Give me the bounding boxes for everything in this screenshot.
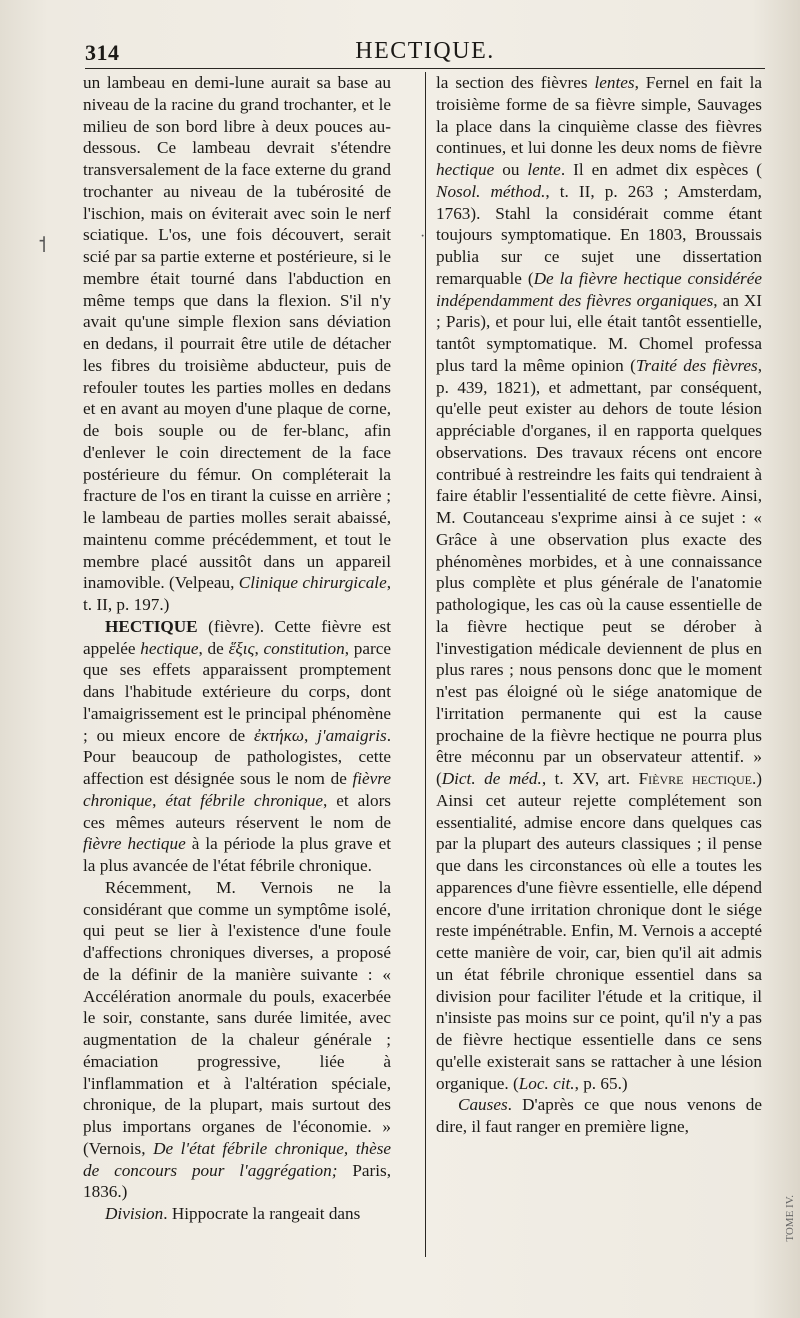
paragraph-division: Division. Hippocrate la rangeait dans xyxy=(105,1204,361,1223)
section-heading-causes: Causes xyxy=(458,1095,508,1115)
right-column xyxy=(436,72,762,1138)
paragraph-lambeau: un lambeau en demi-lune aurait sa base au niveau de la racine du grand trochanter, et le milieu de son bord libre à deux pouces au-dessous. Ce lambeau devrait s'étendre transversalement de la face externe du grand trochanter au niveau de la tubérosité de l'ischion, mais on éviterait avec soin le nerf sciatique. L'os, une fois découvert, serait scié par sa partie externe et postérieure, si le membre était tourné dans l'abduction en même temps que dans la flexion. S'il n'y avait qu'une simple flexion sans déviation en dedans, il pourrait être utile de détacher les fibres du troisième abducteur, puis de refouler toutes les parties molles en dedans et en avant au moyen d'une plaque de corne, de bois souple ou de fer-blanc, afin d'enlever le coin directement de la face postérieure du fémur. On compléterait la fracture de l'os en tirant la cuisse en arrière ; le lambeau de parties molles serait abaissé, maintenu comme précédemment, et tout le membre placé aussitôt dans un appareil inamovible. (Velpeau, Clinique chirurgicale, t. II, p. 197.) xyxy=(83,73,391,614)
paragraph-vernois: Récemment, M. Vernois ne la considérant que comme un symptôme isolé, qui peut se lier à l'existence d'une foule d'affections chroniques diverses, a proposé de la définir de la manière suivante : « Accélération anormale du pouls, exacerbée le soir, constante, sans durée limitée, avec augmentation de la chaleur générale ; émaciation progressive, liée à l'inflammation et à l'altération spéciale, chronique, de la plupart, mais surtout des plus importans organes de l'économie. » (Vernois, De l'état fébrile chronique, thèse de concours pour l'aggrégation; Paris, 1836.) xyxy=(83,877,392,1202)
section-heading-division: Division xyxy=(105,1204,164,1223)
page-number: 314 xyxy=(85,40,120,65)
column-rule xyxy=(425,72,426,1257)
entry-headword: HECTIQUE xyxy=(105,616,198,636)
page-header xyxy=(85,38,765,69)
left-column xyxy=(83,72,391,1225)
margin-mark: ˦ xyxy=(38,232,47,257)
gutter-mark: · xyxy=(420,228,426,245)
paragraph-causes: Causes. D'après ce que nous venons de dire, il faut ranger en première ligne, xyxy=(436,1095,762,1136)
running-head: HECTIQUE. xyxy=(355,38,495,64)
paragraph-hectique-definition: HECTIQUE (fièvre). Cette fièvre est appelée hectique, de ἕξις, constitution, parce que ses effets apparaissent promptement dans l'habitude extérieure du corps, dont l'amaigrissement est le principal phénomène ; ou mieux encore de ἐκτήκω, j'amaigris. Pour beaucoup de pathologistes, cette affection est désignée sous le nom de fièvre chronique, état fébrile chronique, et alors ces mêmes auteurs réservent le nom de fièvre hectique à la période la plus grave et la plus avancée de l'état fébrile chronique. xyxy=(83,616,391,875)
edge-note: TOME IV. xyxy=(784,1195,796,1242)
paragraph-historique: la section des fièvres lentes, Fernel en fait la troisième forme de sa fièvre simple, Sauvages la place dans la cinquième classe des fièvres continues, et lui donne les deux noms de fièvre hectique ou lente. Il en admet dix espèces ( Nosol. méthod., t. II, p. 263 ; Amsterdam, 1763). Stahl la considérait comme étant toujours symptomatique. En 1803, Broussais publia sur ce sujet une dissertation remarquable (De la fièvre hectique considérée indépendamment des fièvres organiques, an XI ; Paris), et pour lui, elle était tantôt essentielle, tantôt symptomatique. M. Chomel professa plus tard la même opinion (Traité des fièvres, p. 439, 1821), et admettant, par conséquent, qu'elle peut exister au dehors de toute lésion appréciable d'organes, il en rapporta quelques observations. Des travaux récens ont encore contribué à restreindre les faits qui tendraient à faire établir l'essentialité de cette fièvre. Ainsi, M. Coutanceau s'exprime ainsi à ce sujet : « Grâce à une observation plus exacte des phénomènes morbides, et à une connaissance plus complète et plus générale de l'anatomie pathologique, les cas où la cause essentielle de la fièvre hectique peut se dérober à l'investigation médicale deviennent de plus en plus rares ; nous pensons donc que le moment n'est pas éloigné où le siége anatomique de l'irritation permanente qui est la cause prochaine de la fièvre hectique ne pourra plus être méconnu par un observateur attentif. » (Dict. de méd., t. XV, art. Fièvre hectique.) Ainsi cet auteur rejette complétement son essentialité, admise encore dans quelques cas par la plupart des auteurs classiques ; il pense que dans les circonstances où elle a toutes les apparences d'une fièvre essentielle, elle dépend encore d'une irritation chronique dont le siége reste impénétrable. Enfin, M. Vernois a accepté cette manière de voir, car, bien qu'il ait admis un état fébrile chronique essentiel dans sa division pour faciliter l'étude et la critique, il n'insiste pas moins sur ce point, qu'il n'y a pas de fièvre hectique essentielle dans ce sens qu'elle existerait sans se rattacher à une lésion organique. (Loc. cit., p. 65.) xyxy=(436,73,763,1093)
